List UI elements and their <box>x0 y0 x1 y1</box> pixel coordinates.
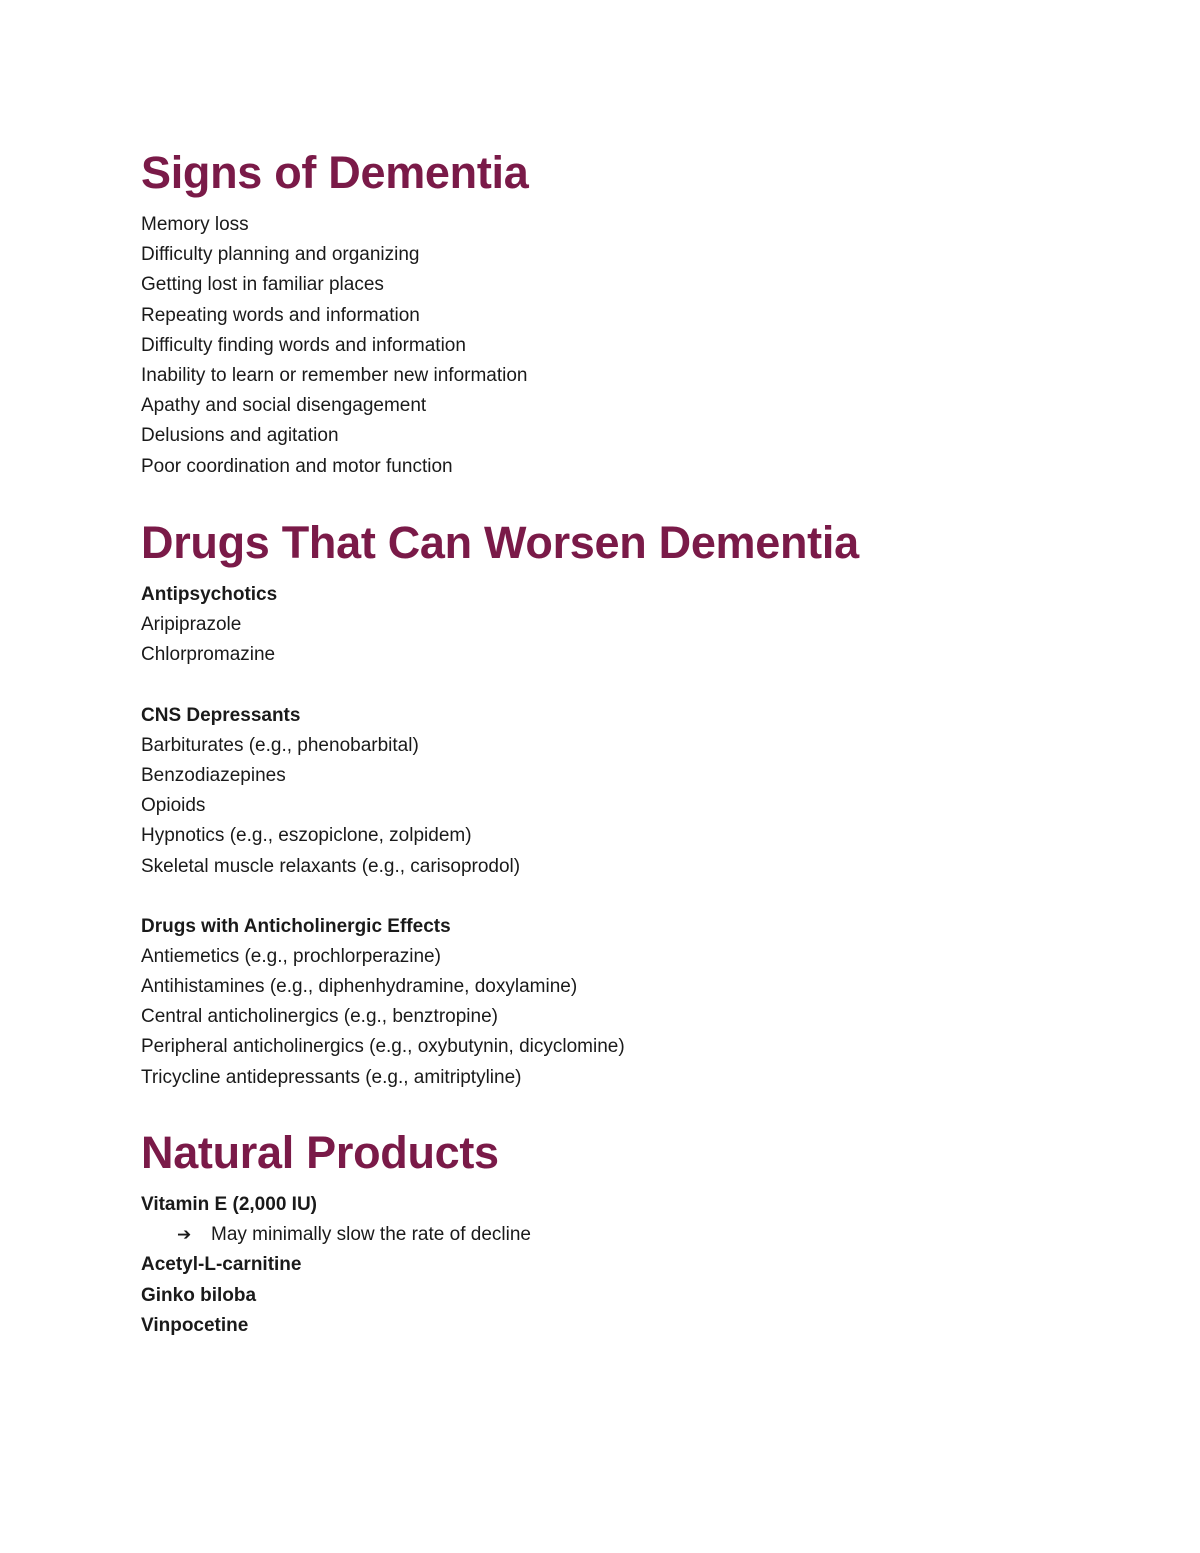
drugs-title: Drugs That Can Worsen Dementia <box>141 517 859 568</box>
drug-item: Skeletal muscle relaxants (e.g., carisoprodol) <box>141 855 521 877</box>
signs-title: Signs of Dementia <box>141 147 529 198</box>
drug-item: Benzodiazepines <box>141 764 286 786</box>
natural-title: Natural Products <box>141 1127 499 1178</box>
natural-item: Acetyl-L-carnitine <box>141 1254 302 1276</box>
natural-item: Vitamin E (2,000 IU) <box>141 1194 317 1215</box>
signs-item: Difficulty planning and organizing <box>141 244 420 266</box>
drug-item: Opioids <box>141 795 206 817</box>
drug-item: Antihistamines (e.g., diphenhydramine, doxylamine) <box>141 976 578 998</box>
drug-item: Aripiprazole <box>141 614 242 636</box>
natural-subitem-text: May minimally slow the rate of decline <box>211 1224 531 1246</box>
drug-item: Antiemetics (e.g., prochlorperazine) <box>141 945 441 967</box>
signs-item: Getting lost in familiar places <box>141 274 384 296</box>
signs-item: Repeating words and information <box>141 304 420 326</box>
drug-group-heading: CNS Depressants <box>141 704 301 726</box>
signs-item: Poor coordination and motor function <box>141 455 453 477</box>
drugs-section <box>141 516 859 1093</box>
drug-item: Chlorpromazine <box>141 644 276 666</box>
signs-item: Apathy and social disengagement <box>141 395 427 417</box>
drug-item: Barbiturates (e.g., phenobarbital) <box>141 734 419 756</box>
natural-section <box>141 1126 531 1341</box>
natural-item: Vinpocetine <box>141 1314 249 1336</box>
drug-group-heading: Antipsychotics <box>141 584 278 605</box>
signs-item: Inability to learn or remember new information <box>141 364 528 386</box>
drug-item: Tricycline antidepressants (e.g., amitriptyline) <box>141 1066 522 1088</box>
drug-item: Hypnotics (e.g., eszopiclone, zolpidem) <box>141 825 472 847</box>
arrow-right-icon: ➔ <box>177 1225 192 1245</box>
drug-item: Peripheral anticholinergics (e.g., oxybutynin, dicyclomine) <box>141 1036 625 1058</box>
drug-group-heading: Drugs with Anticholinergic Effects <box>141 915 451 937</box>
signs-item: Memory loss <box>141 214 249 235</box>
natural-item: Ginko biloba <box>141 1284 257 1306</box>
natural-subitem <box>141 1220 531 1250</box>
signs-item: Delusions and agitation <box>141 425 339 447</box>
signs-section <box>141 146 528 482</box>
drug-item: Central anticholinergics (e.g., benztropine) <box>141 1006 498 1028</box>
signs-item: Difficulty finding words and information <box>141 334 466 356</box>
